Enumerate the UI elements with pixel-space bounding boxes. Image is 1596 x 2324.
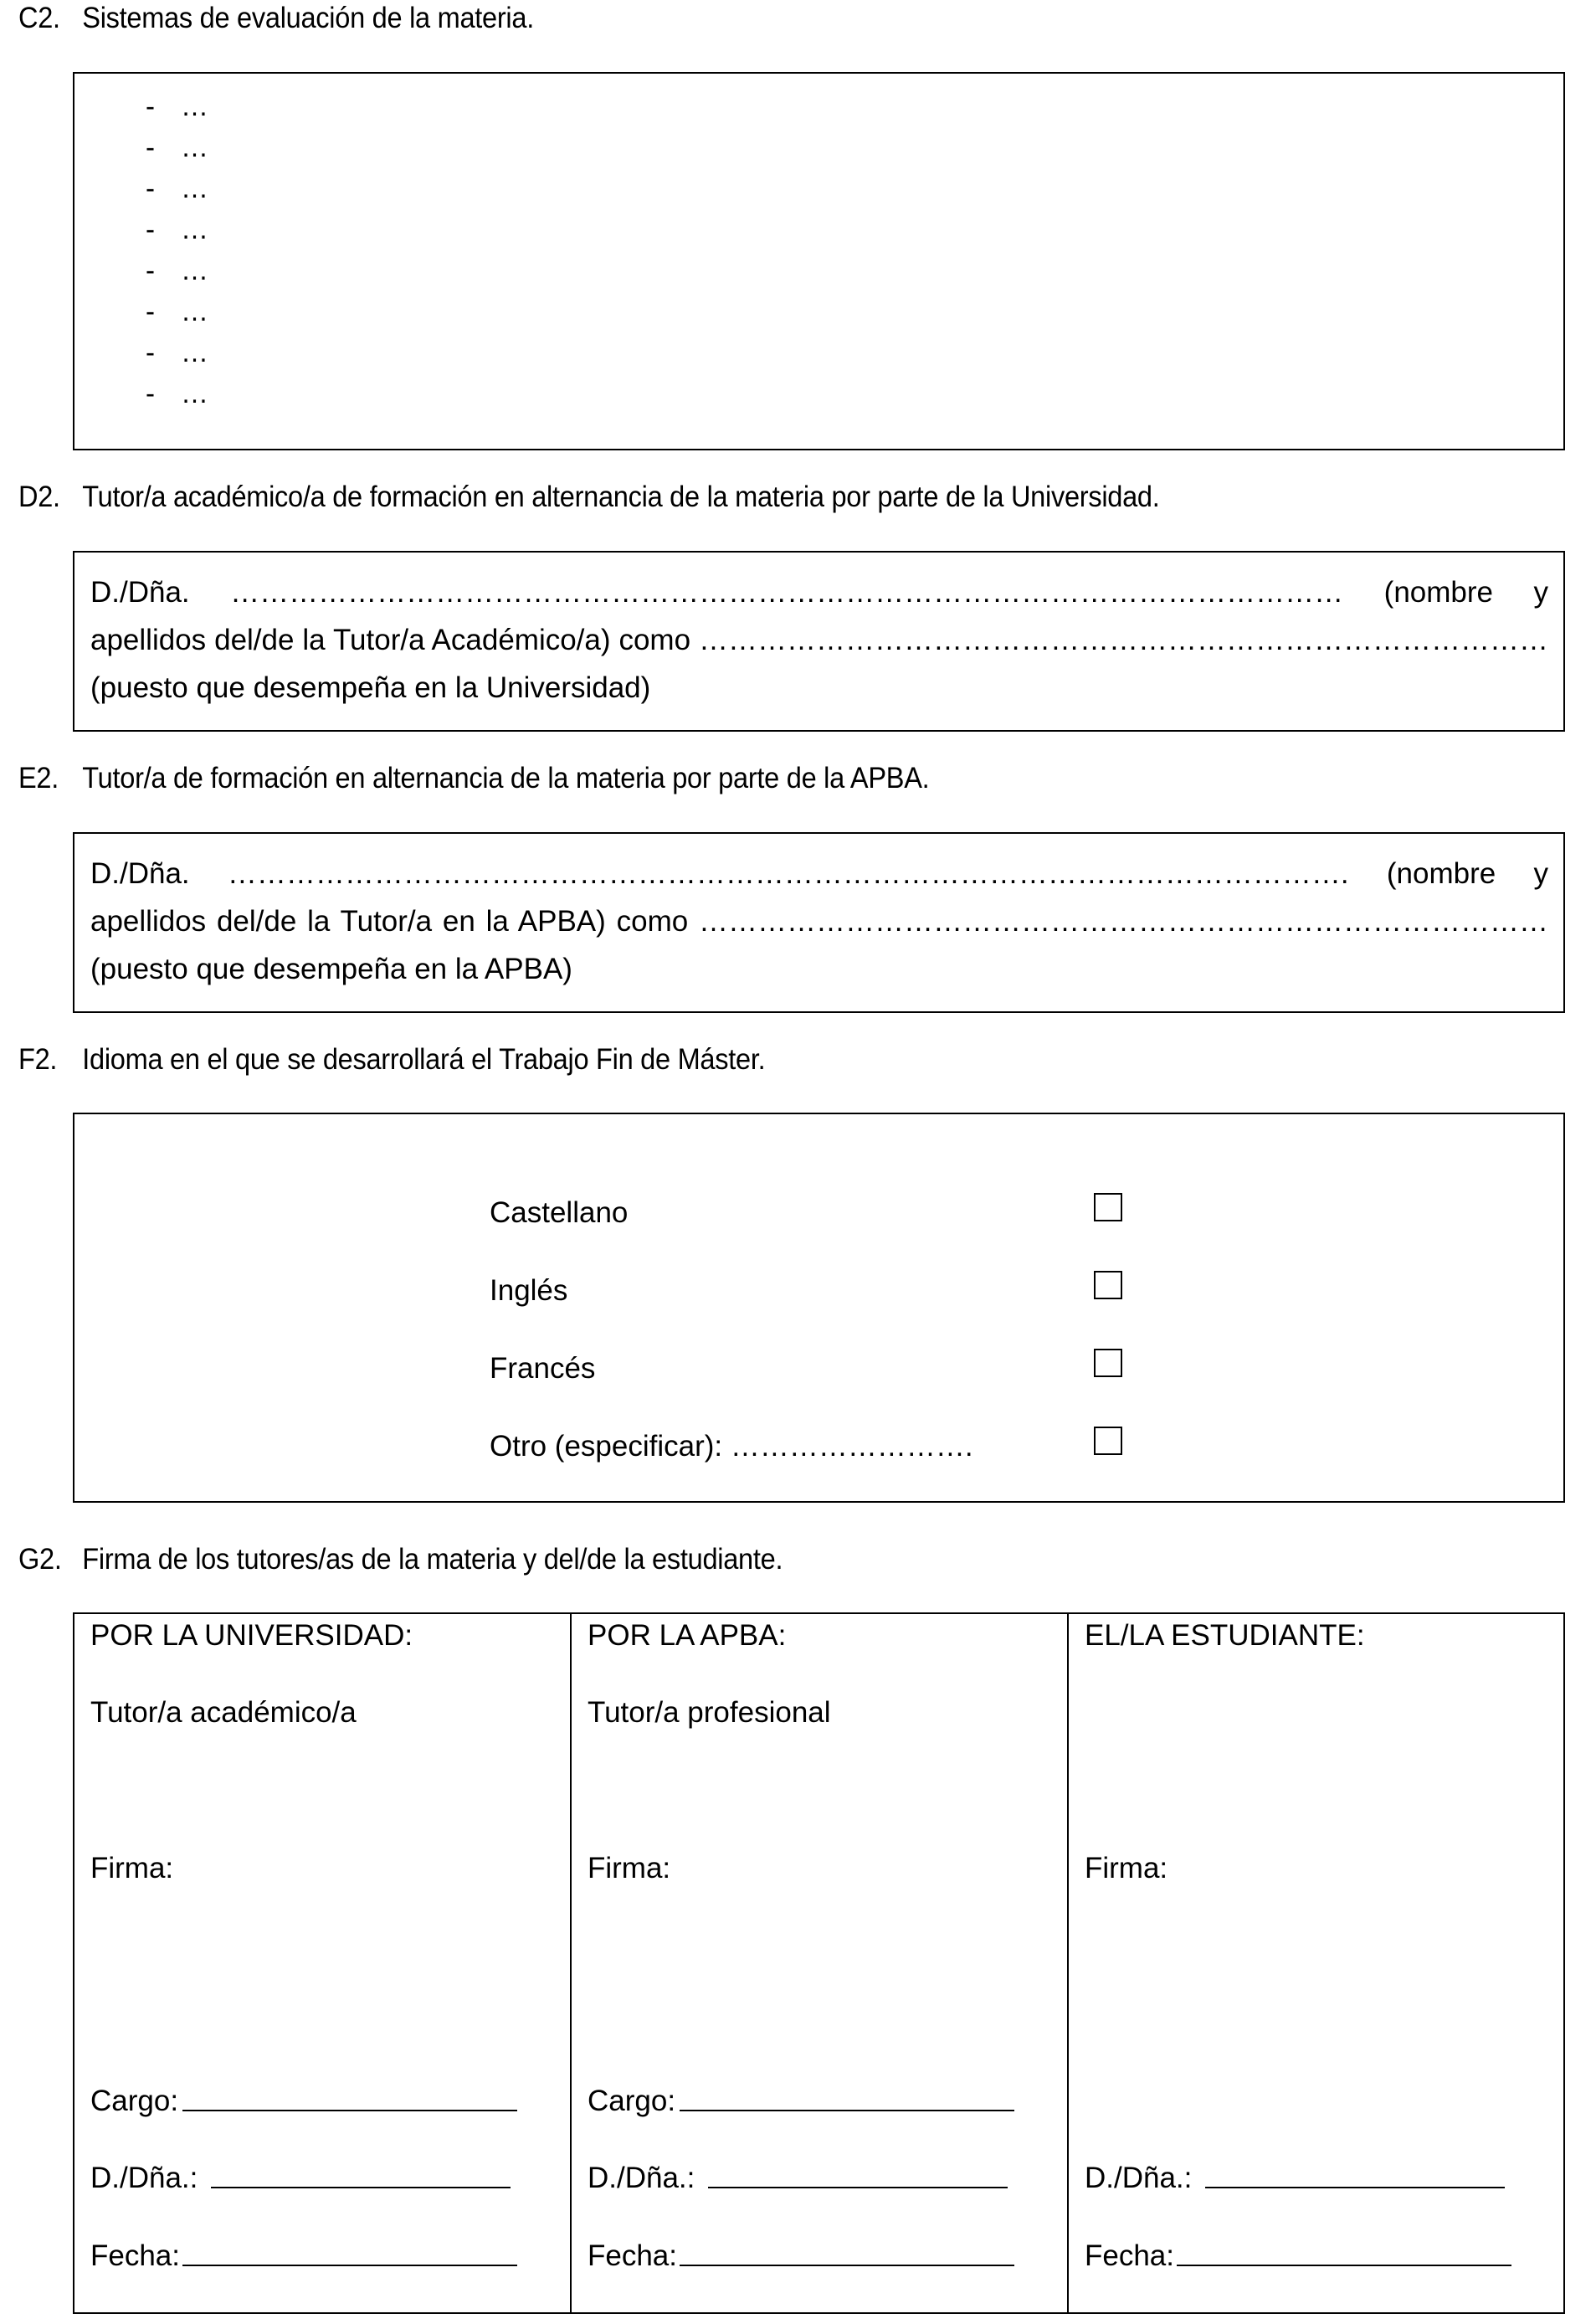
name-field[interactable] [211, 2162, 511, 2188]
date-label: Fecha: [1085, 2239, 1174, 2272]
academic-tutor-text[interactable]: D./Dña. …………………………………………………………………………………………………… (nombre y apellidos del/de la Tutor/a Académico/a) como …………………………………………………………………………… (puesto que desempeña en la Universidad) [90, 576, 1548, 704]
signature-label: Firma: [90, 1852, 174, 1884]
column-header: POR LA UNIVERSIDAD: [90, 1619, 413, 1652]
evaluation-list [146, 85, 208, 414]
list-item: - … [146, 296, 208, 326]
language-option-frances: Francés [490, 1352, 596, 1385]
column-header: EL/LA ESTUDIANTE: [1085, 1619, 1365, 1652]
list-item: - … [146, 213, 208, 244]
section-title: Firma de los tutores/as de la materia y del/de la estudiante. [82, 1543, 783, 1576]
signature-table [73, 1612, 1565, 2314]
apba-tutor-box [73, 832, 1565, 1013]
signature-column-apba [570, 1614, 1067, 2312]
name-label: D./Dña.: [588, 2162, 695, 2194]
section-code: F2. [18, 1043, 58, 1076]
section-c2-heading [18, 2, 534, 35]
signature-column-university [74, 1614, 572, 2312]
academic-tutor-box [73, 551, 1565, 732]
list-item: - … [146, 172, 208, 203]
section-d2-heading [18, 481, 1160, 514]
date-field[interactable] [182, 2239, 517, 2266]
evaluation-systems-box [73, 72, 1565, 450]
checkbox-ingles[interactable] [1094, 1271, 1122, 1299]
signature-label: Firma: [1085, 1852, 1168, 1884]
list-item: - … [146, 255, 208, 285]
checkbox-otro[interactable] [1094, 1427, 1122, 1455]
section-code: E2. [18, 762, 59, 794]
cargo-label: Cargo: [588, 2085, 676, 2117]
date-field[interactable] [680, 2239, 1014, 2266]
list-item: - … [146, 378, 208, 409]
name-field[interactable] [708, 2162, 1008, 2188]
signature-label: Firma: [588, 1852, 671, 1884]
language-option-ingles: Inglés [490, 1274, 568, 1307]
section-title: Tutor/a de formación en alternancia de la materia por parte de la APBA. [82, 762, 930, 794]
section-title: Idioma en el que se desarrollará el Trabajo Fin de Máster. [82, 1043, 766, 1076]
name-label: D./Dña.: [1085, 2162, 1193, 2194]
section-e2-heading [18, 762, 929, 795]
name-label: D./Dña.: [90, 2162, 198, 2194]
cargo-field[interactable] [680, 2085, 1014, 2111]
section-g2-heading [18, 1543, 783, 1576]
list-item: - … [146, 131, 208, 162]
list-item: - … [146, 337, 208, 368]
section-f2-heading [18, 1043, 765, 1077]
signature-column-student [1067, 1614, 1565, 2312]
list-item: - … [146, 90, 208, 121]
section-title: Tutor/a académico/a de formación en alternancia de la materia por parte de la Universidad. [82, 481, 1160, 513]
checkbox-frances[interactable] [1094, 1349, 1122, 1377]
date-field[interactable] [1177, 2239, 1511, 2266]
cargo-label: Cargo: [90, 2085, 179, 2117]
column-header: POR LA APBA: [588, 1619, 787, 1652]
section-title: Sistemas de evaluación de la materia. [82, 2, 534, 34]
section-code: G2. [18, 1543, 62, 1576]
cargo-field[interactable] [182, 2085, 517, 2111]
tutor-role: Tutor/a profesional [588, 1696, 831, 1729]
checkbox-castellano[interactable] [1094, 1193, 1122, 1221]
language-box [73, 1113, 1565, 1503]
name-field[interactable] [1205, 2162, 1505, 2188]
language-option-otro[interactable]: Otro (especificar): ……………………. [490, 1430, 973, 1463]
date-label: Fecha: [588, 2239, 677, 2272]
apba-tutor-text[interactable]: D./Dña. ……………………………………………………………………………………………………. (nombre y apellidos del/de la Tutor/a en la APBA) como …………………………………………………………………………… (puesto que desempeña en la APBA) [90, 857, 1548, 985]
language-option-castellano: Castellano [490, 1196, 629, 1229]
tutor-role: Tutor/a académico/a [90, 1696, 357, 1729]
date-label: Fecha: [90, 2239, 180, 2272]
section-code: C2. [18, 2, 60, 34]
section-code: D2. [18, 481, 60, 513]
